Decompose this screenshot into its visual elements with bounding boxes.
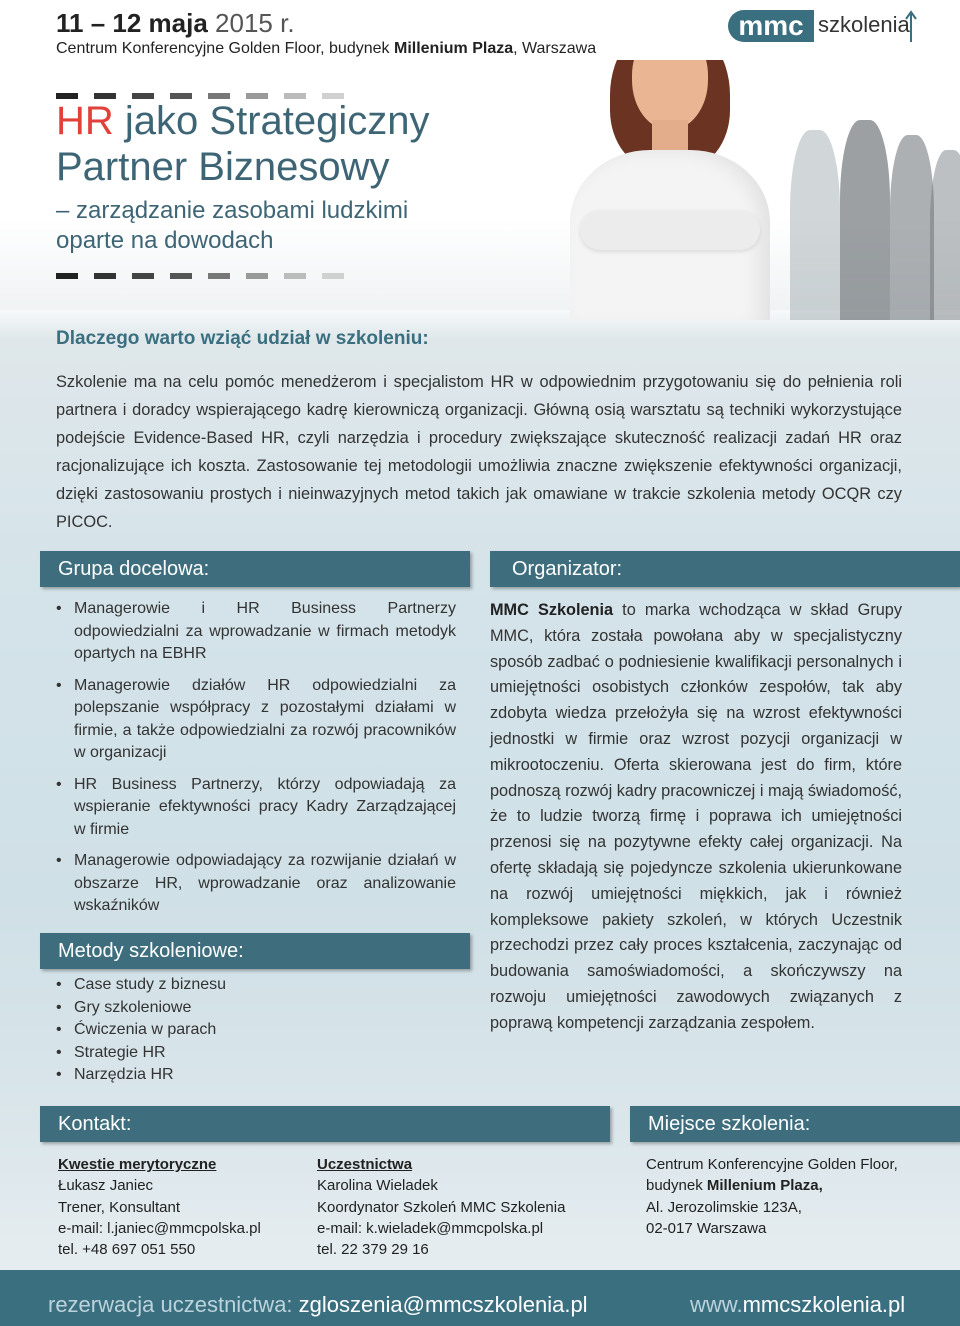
contact-heading-bar xyxy=(40,1106,610,1142)
contact-participants xyxy=(317,1154,607,1260)
logo-szkolenia-text: szkolenia xyxy=(818,12,910,37)
list-item: • Ćwiczenia w parach xyxy=(56,1019,356,1042)
place-address xyxy=(646,1154,946,1239)
place-line: Centrum Konferencyjne Golden Floor, xyxy=(646,1156,898,1173)
list-item: • Narzędzia HR xyxy=(56,1064,356,1087)
decorative-dashes-bottom xyxy=(56,266,396,272)
contact-merit-title: Kwestie merytoryczne xyxy=(58,1156,217,1173)
place-heading-bar xyxy=(630,1106,960,1142)
contact-participants-phone: tel. 22 379 29 16 xyxy=(317,1241,429,1259)
footer-website-link[interactable]: www.mmcszkolenia.pl xyxy=(690,1292,906,1317)
list-item: • Managerowie działów HR odpowiedzialni za polepszanie współpracy z pozostałymi działami w firmie, a także odpowiedzialni za rozwój pracowników w organizacji xyxy=(56,675,456,765)
list-item: • HR Business Partnerzy, którzy odpowiadają za wspieranie efektywności pracy Kadry Zarządzającej w firmie xyxy=(56,774,456,842)
organizer-name: MMC Szkolenia xyxy=(490,601,614,619)
group-heading: Grupa docelowa: xyxy=(58,558,210,580)
place-heading: Miejsce szkolenia: xyxy=(648,1113,811,1135)
bg-person xyxy=(930,150,960,320)
contact-heading: Kontakt: xyxy=(58,1113,132,1135)
place-line: budynek Millenium Plaza, xyxy=(646,1177,823,1195)
place-line: Al. Jerozolimskie 123A, xyxy=(646,1198,802,1216)
contact-participants-title: Uczestnictwa xyxy=(317,1156,413,1173)
list-item: • Gry szkoleniowe xyxy=(56,997,356,1020)
organizer-heading-bar xyxy=(490,551,960,587)
page-subtitle: – zarządzanie zasobami ludzkimi oparte na dowodach xyxy=(56,197,409,254)
organizer-text: MMC Szkolenia to marka wchodząca w skład Grupy MMC, która została powołana aby w specjalistyczny sposób zadbać o podniesienie kwalifikacji personalnych i umiejętności osobistych członków zespołów, tak aby zdobyta wiedza przełożyła się na wzrost efektywności jednostki w firmie oraz wzrost pozycji organizacji w mikrootoczeniu. Oferta skierowana jest do firm, które podnoszą rozwój kadry pracowniczej i mają świadomość, że to ludzie tworzą firmę i poprawa ich umiejętności przenosi się na pozytywne efekty całej organizacji. Na ofertę składają się pojedyncze szkolenia ukierunkowane na rozwój umiejętności miękkich, jak i również kompleksowe pakiety szkoleń, w których Uczestnik przechodzi przez cały proces kształcenia, zaczynając od budowania samoświadomości, a skończywszy na rozwoju umiejętności zawodowych związanych z poprawą kompetencji zarządzania zespołem. xyxy=(490,601,902,1032)
footer-reservation: rezerwacja uczestnictwa: zgloszenia@mmcszkolenia.pl xyxy=(48,1292,588,1317)
bg-person xyxy=(840,120,890,320)
reservation-email-link[interactable]: zgloszenia@mmcszkolenia.pl xyxy=(298,1292,588,1317)
organizer-heading: Organizator: xyxy=(512,558,623,580)
mmc-logo xyxy=(728,10,918,44)
contact-merit-phone: tel. +48 697 051 550 xyxy=(58,1241,196,1259)
list-item: • Managerowie i HR Business Partnerzy odpowiedzialni za wprowadzanie w firmach metodyk opartych na EBHR xyxy=(56,598,456,666)
contact-merit-email[interactable]: e-mail: l.janiec@mmcpolska.pl xyxy=(58,1219,261,1237)
page-title: HR jako Strategiczny Partner Biznesowy xyxy=(56,99,430,189)
group-list xyxy=(56,598,456,927)
contact-merit-role: Trener, Konsultant xyxy=(58,1198,181,1216)
event-venue: Centrum Konferencyjne Golden Floor, budynek Millenium Plaza, Warszawa xyxy=(56,40,597,57)
contact-participants-name: Karolina Wieladek xyxy=(317,1177,438,1195)
methods-heading-bar xyxy=(40,933,470,969)
methods-list xyxy=(56,974,356,1087)
list-item: • Case study z biznesu xyxy=(56,974,356,997)
contact-participants-role: Koordynator Szkoleń MMC Szkolenia xyxy=(317,1198,566,1216)
list-item: • Managerowie odpowiadający za rozwijanie działań w obszarze HR, wprowadzanie oraz analizowanie wskaźników xyxy=(56,850,456,918)
arrow-up-icon xyxy=(904,10,918,44)
place-line: 02-017 Warszawa xyxy=(646,1219,767,1237)
why-heading: Dlaczego warto wziąć udział w szkoleniu: xyxy=(56,328,429,349)
event-date: 11 – 12 maja 2015 r. xyxy=(56,8,295,38)
contact-merit xyxy=(58,1154,308,1260)
bg-person xyxy=(790,130,840,320)
methods-heading: Metody szkoleniowe: xyxy=(58,940,244,962)
bg-person xyxy=(890,135,934,320)
woman-arms xyxy=(580,210,760,250)
logo-mmc-text: mmc xyxy=(728,10,814,42)
why-text: Szkolenie ma na celu pomóc menedżerom i specjalistom HR w odpowiednim przygotowaniu się do pełnienia roli partnera i doradcy wspierającego kadrę kierowniczą organizacji. Główną osią warsztatu są techniki wykorzystujące podejście Evidence-Based HR, czyli narzędzia i procedury zwiększające skuteczność realizacji zadań HR oraz racjonalizujące ich koszta. Zastosowanie tej metodologii umożliwia znaczne zwiększenie efektywności organizacji, dzięki zastosowaniu prostych i nieinwazyjnych metod takich jak omawiane w trakcie szkolenia metody OCQR czy PICOC. xyxy=(56,373,902,531)
decorative-dashes-top xyxy=(56,86,396,92)
contact-participants-email[interactable]: e-mail: k.wieladek@mmcpolska.pl xyxy=(317,1219,544,1237)
group-heading-bar xyxy=(40,551,470,587)
list-item: • Strategie HR xyxy=(56,1042,356,1065)
hero-photo xyxy=(560,60,960,320)
contact-merit-name: Łukasz Janiec xyxy=(58,1177,154,1195)
